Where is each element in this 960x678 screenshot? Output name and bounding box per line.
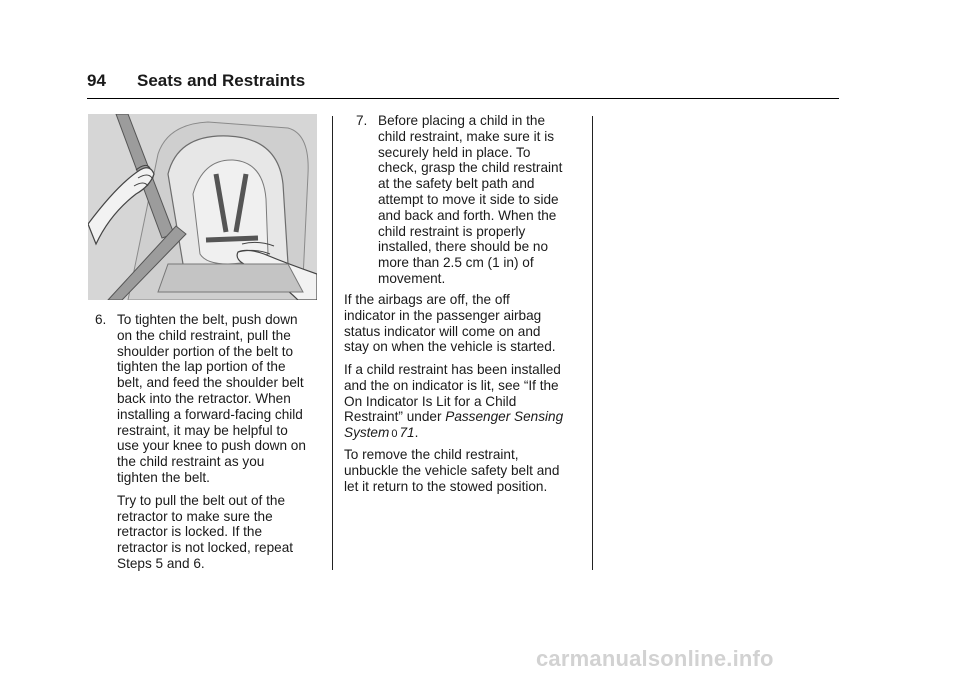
column-divider-2 — [592, 116, 593, 570]
step-7-number: 7. — [356, 113, 368, 128]
passenger-sensing-link[interactable]: Passenger Sensing — [445, 409, 564, 425]
child-seat-drawing — [88, 114, 317, 300]
step-6-line: shoulder portion of the belt to — [117, 343, 294, 359]
step-6-line: belt, and feed the shoulder belt — [117, 375, 304, 391]
watermark: carmanualsonline.info — [536, 646, 774, 671]
paragraph-line — [344, 425, 590, 443]
step-6-number: 6. — [95, 312, 107, 327]
child-seat-illustration — [88, 114, 317, 300]
step-6-line: tighten the belt. — [117, 469, 210, 485]
section-title: Seats and Restraints — [137, 71, 306, 90]
header-rule — [87, 98, 839, 99]
page-number: 94 — [87, 71, 106, 90]
step-6-line: on the child restraint, pull the — [117, 327, 291, 343]
step-7-line: at the safety belt path and — [378, 176, 535, 192]
remove-restraint-paragraph — [344, 447, 590, 494]
paragraph-line: To remove the child restraint, — [344, 447, 519, 462]
step-6-line: tighten the lap portion of the — [117, 359, 286, 375]
paragraph-text: . — [414, 425, 419, 441]
paragraph-line: status indicator will come on and — [344, 323, 541, 339]
paragraph-line: If the airbags are off, the off — [344, 292, 510, 307]
step-6-line: use your knee to push down on — [117, 438, 306, 454]
step-6-body — [117, 312, 329, 572]
step-6-line: To tighten the belt, push down — [117, 312, 298, 327]
paragraph-text: Restraint” under — [344, 409, 446, 425]
paragraph-line: let it return to the stowed position. — [344, 478, 548, 494]
step-7-line: securely held in place. To — [378, 144, 531, 160]
step-7-line: child restraint is properly — [378, 223, 526, 239]
paragraph-line: indicator in the passenger airbag — [344, 307, 542, 323]
step-7-line: movement. — [378, 270, 446, 286]
paragraph-line: If a child restraint has been installed — [344, 362, 561, 377]
step-6-line: back into the retractor. When — [117, 390, 291, 406]
step-6-followup-line: retractor to make sure the — [117, 508, 273, 524]
step-6-followup-line: retractor is locked. If the — [117, 524, 263, 540]
page-ref-arrow-icon: 0 — [391, 428, 398, 441]
paragraph-line: stay on when the vehicle is started. — [344, 339, 556, 355]
paragraph-line: On Indicator Is Lit for a Child — [344, 393, 517, 409]
passenger-sensing-link-cont[interactable]: System — [344, 425, 390, 441]
airbag-off-paragraph — [344, 292, 590, 355]
page-ref-number[interactable]: 71 — [399, 425, 415, 441]
step-6-followup-line: retractor is not locked, repeat — [117, 540, 294, 556]
step-7-line: more than 2.5 cm (1 in) of — [378, 255, 534, 271]
step-7-line: and back and forth. When the — [378, 207, 557, 223]
paragraph-line: and the on indicator is lit, see “If the — [344, 377, 559, 393]
step-6-followup-line: Try to pull the belt out of the — [117, 492, 286, 508]
step-7-line: Before placing a child in the — [378, 113, 546, 128]
step-7-body — [378, 113, 590, 287]
step-7-line: attempt to move it side to side — [378, 191, 559, 207]
step-6-line: installing a forward-facing child — [117, 406, 303, 422]
paragraph-line — [344, 409, 590, 425]
step-6-line: restraint, it may be helpful to — [117, 422, 288, 438]
column-divider-1 — [332, 116, 333, 570]
step-7-line: child restraint, make sure it is — [378, 128, 555, 144]
indicator-lit-paragraph — [344, 362, 590, 443]
step-6-line: the child restraint as you — [117, 454, 265, 470]
paragraph-line: unbuckle the vehicle safety belt and — [344, 462, 560, 478]
step-7-line: check, grasp the child restraint — [378, 160, 563, 176]
step-6-followup-line: Steps 5 and 6. — [117, 555, 205, 571]
step-7-line: installed, there should be no — [378, 239, 549, 255]
